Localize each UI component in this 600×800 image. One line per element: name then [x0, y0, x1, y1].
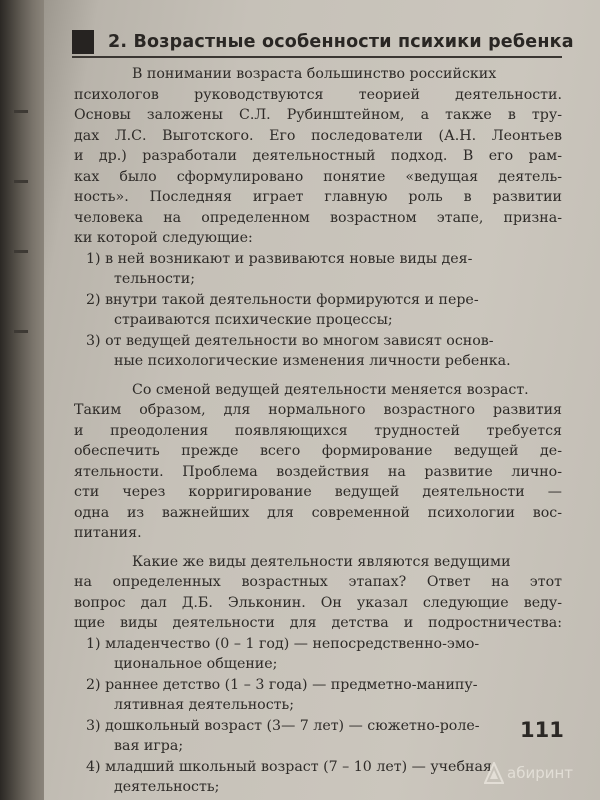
spine-mark	[14, 330, 28, 333]
spine-mark	[14, 110, 28, 113]
body-text	[74, 64, 562, 798]
text-line: Какие же виды деятельности являются ведущими	[132, 553, 511, 570]
watermark-text: абиринт	[507, 764, 574, 782]
text-line: на определенных возрастных этапах? Ответ на этот	[74, 574, 562, 590]
text-line: 3) дошкольный возраст (3— 7 лет) — сюжетно-роле-	[86, 717, 480, 734]
text-line: сти через корригирование ведущей деятельности —	[74, 484, 562, 500]
page-number: 111	[520, 718, 564, 742]
spine-mark	[14, 250, 28, 253]
text-line: человека на определенном возрастном этапе, призна-	[74, 209, 562, 226]
text-line: 2) раннее детство (1 – 3 года) — предметно-манипу-	[86, 676, 478, 693]
text-line: циональное общение;	[114, 656, 278, 672]
text-line: 3) от ведущей деятельности во многом зависят основ-	[86, 332, 494, 349]
text-line: ятельности. Проблема воздействия на развитие лично-	[74, 463, 562, 480]
text-line: деятельность;	[114, 779, 220, 795]
text-line: 4) младший школьный возраст (7 – 10 лет) — учебная	[86, 758, 492, 775]
text-line: ках было сформулировано понятие «ведущая деятель-	[74, 168, 562, 185]
text-line: ные психологические изменения личности ребенка.	[114, 353, 511, 369]
book-spine-edge	[0, 0, 44, 800]
watermark	[484, 758, 573, 788]
text-line: лятивная деятельность;	[114, 697, 294, 713]
running-header	[72, 26, 574, 58]
text-line: страиваются психические процессы;	[114, 312, 393, 328]
paragraph-gap	[74, 372, 562, 380]
text-line: Со сменой ведущей деятельности меняется возраст.	[132, 381, 529, 398]
text-line: вопрос дал Д.Б. Эльконин. Он указал следующие веду-	[74, 594, 562, 611]
labyrinth-logo-icon	[484, 762, 504, 784]
paragraph-gap	[74, 544, 562, 552]
text-line: и др.) разработали деятельностный подход. В его рам-	[74, 148, 562, 164]
text-line: 1) младенчество (0 – 1 год) — непосредственно-эмо-	[86, 635, 480, 652]
header-rule	[72, 56, 562, 58]
text-line: ки которой следующие:	[74, 230, 253, 246]
text-line: Основы заложены С.Л. Рубинштейном, а также в тру-	[74, 107, 562, 123]
header-title: 2. Возрастные особенности психики ребенка	[108, 32, 574, 52]
text-line: вая игра;	[114, 738, 184, 754]
spine-mark	[14, 180, 28, 183]
text-line: дах Л.С. Выготского. Его последователи (А.Н. Леонтьев	[74, 127, 562, 144]
book-page	[44, 0, 600, 800]
header-marker-block	[72, 30, 94, 54]
text-line: 2) внутри такой деятельности формируются и пере-	[86, 291, 479, 308]
text-line: ность». Последняя играет главную роль в развитии	[74, 189, 562, 205]
text-line: тельности;	[114, 271, 196, 287]
text-line: питания.	[74, 525, 142, 541]
text-line: одна из важнейших для современной психологии вос-	[74, 504, 562, 521]
text-line: 1) в ней возникают и развиваются новые виды дея-	[86, 250, 473, 267]
text-line: и преодоления появляющихся трудностей требуется	[74, 422, 562, 439]
text-line: Таким образом, для нормального возрастного развития	[74, 402, 562, 418]
text-line: щие виды деятельности для детства и подростничества:	[74, 615, 562, 631]
text-line: психологов руководствуются теорией деятельности.	[74, 86, 562, 103]
text-line: обеспечить прежде всего формирование ведущей де-	[74, 443, 562, 459]
text-line: В понимании возраста большинство российских	[132, 66, 497, 82]
